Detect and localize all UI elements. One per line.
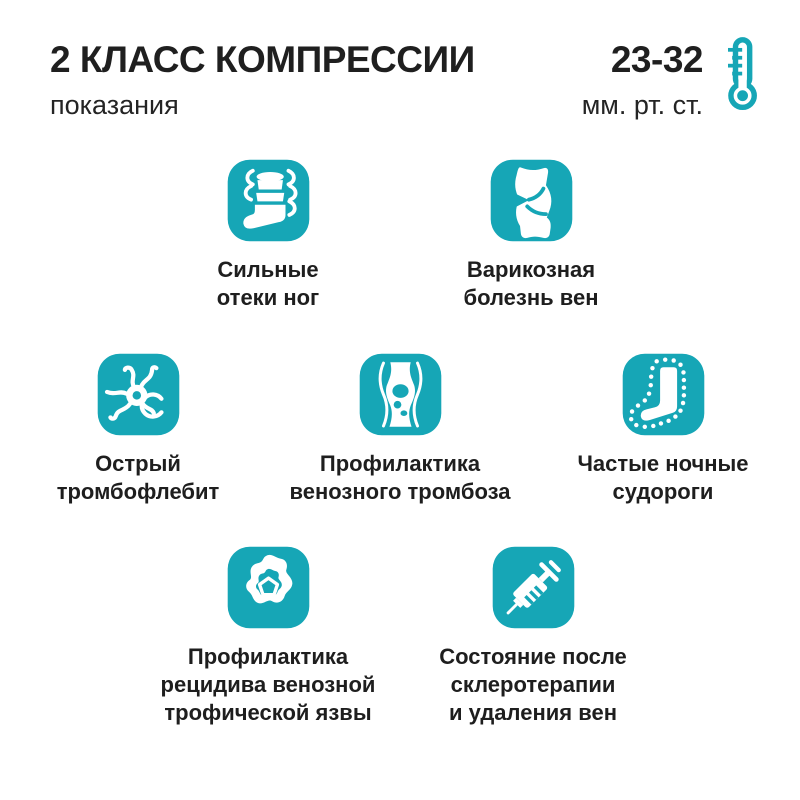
pressure-unit: мм. рт. ст. bbox=[581, 89, 703, 120]
page-title: 2 КЛАСС КОМПРЕССИИ bbox=[50, 39, 475, 80]
label-line: Сильные bbox=[217, 257, 319, 282]
indication-card-sclerotherapy bbox=[401, 545, 665, 727]
indication-card-thrombosis bbox=[268, 352, 532, 506]
label-line: Острый bbox=[95, 451, 181, 476]
header-left bbox=[50, 40, 475, 121]
label-line: Частые ночные bbox=[577, 451, 749, 476]
label-line: тромбофлебит bbox=[56, 479, 220, 504]
label-line: Профилактика bbox=[187, 644, 349, 669]
header-right bbox=[582, 40, 703, 121]
label-line: рецидива венозной bbox=[160, 672, 376, 697]
trophic-ulcer-icon bbox=[226, 545, 311, 630]
label-line: трофической язвы bbox=[164, 700, 372, 725]
indication-label bbox=[161, 643, 376, 727]
night-cramps-foot-icon bbox=[621, 352, 706, 437]
label-line: болезнь вен bbox=[463, 285, 599, 310]
indication-label bbox=[577, 450, 748, 506]
vein-thrombosis-icon bbox=[358, 352, 443, 437]
label-line: судороги bbox=[612, 479, 714, 504]
indication-card-varicose bbox=[399, 158, 663, 312]
page-subtitle: показания bbox=[50, 89, 179, 120]
sclerotherapy-syringe-icon bbox=[491, 545, 576, 630]
indication-card-cramps bbox=[531, 352, 795, 506]
label-line: отеки ног bbox=[216, 285, 320, 310]
indication-label bbox=[463, 256, 598, 312]
label-line: Состояние после bbox=[439, 644, 627, 669]
indication-card-ulcer bbox=[136, 545, 400, 727]
indication-label bbox=[57, 450, 220, 506]
label-line: Профилактика bbox=[319, 451, 481, 476]
indication-card-thrombophlebitis bbox=[6, 352, 270, 506]
compression-swelling-leg-icon bbox=[226, 158, 311, 243]
label-line: склеротерапии bbox=[450, 672, 616, 697]
indication-label bbox=[217, 256, 319, 312]
indication-label bbox=[290, 450, 511, 506]
pressure-range: 23-32 bbox=[610, 39, 703, 80]
thermometer-icon bbox=[718, 34, 768, 114]
label-line: венозного тромбоза bbox=[289, 479, 511, 504]
label-line: Варикозная bbox=[466, 257, 596, 282]
indication-label bbox=[439, 643, 627, 727]
thrombophlebitis-vein-icon bbox=[96, 352, 181, 437]
label-line: и удаления вен bbox=[449, 700, 617, 725]
varicose-vein-leg-icon bbox=[489, 158, 574, 243]
indication-card-swelling bbox=[136, 158, 400, 312]
